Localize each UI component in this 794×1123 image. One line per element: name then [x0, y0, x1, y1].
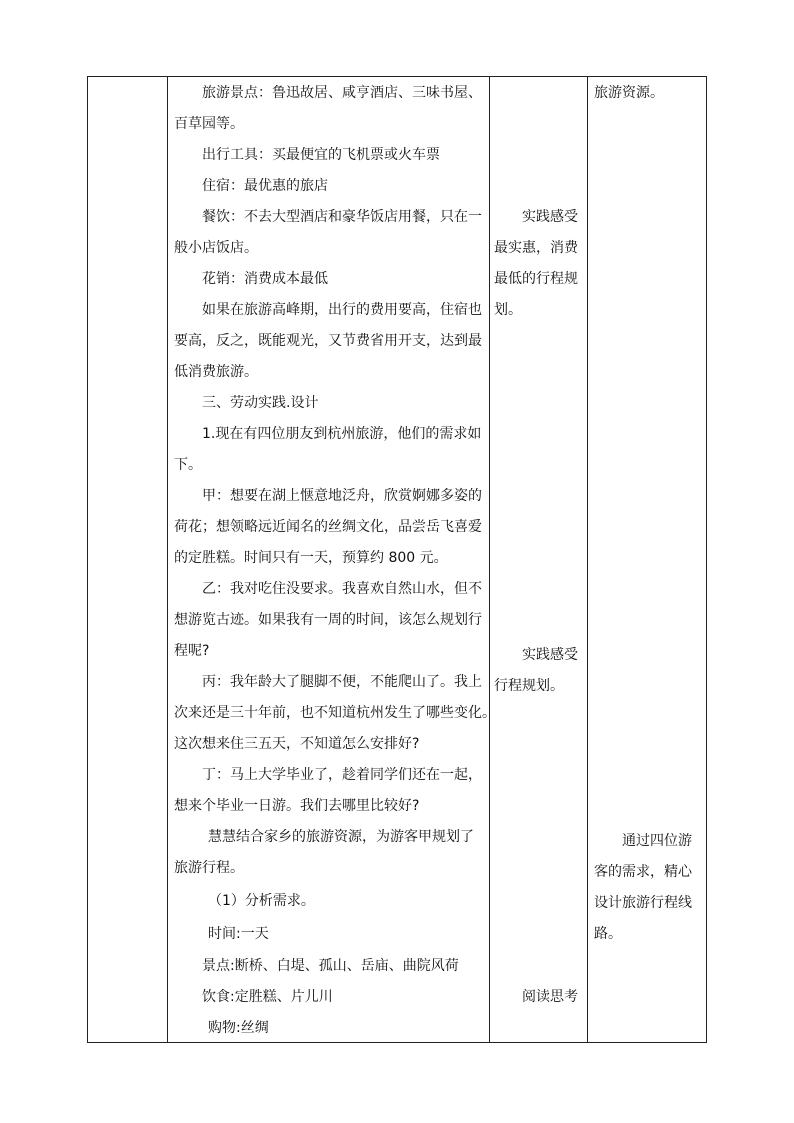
text-line: 想游览古迹。如果我有一周的时间，该怎么规划行	[174, 612, 482, 628]
text-line: 荷花；想领略远近闻名的丝绸文化，品尝岳飞喜爱	[174, 519, 482, 535]
text-line: 程呢?	[174, 643, 210, 659]
text-line: 甲：想要在湖上惬意地泛舟，欣赏婀娜多姿的	[202, 488, 482, 504]
text-line: 三、劳动实践.设计	[202, 395, 319, 411]
text-line: 丙：我年龄大了腿脚不便，不能爬山了。我上	[202, 674, 482, 690]
text-line: 这次想来住三五天，不知道怎么安排好?	[174, 736, 420, 752]
text-line: 般小店饭店。	[174, 240, 258, 256]
text-line: 低消费旅游。	[174, 364, 258, 380]
text-line: 旅游景点：鲁迅故居、咸亨酒店、三味书屋、	[202, 85, 482, 101]
text-line: 下。	[174, 457, 202, 473]
text-line: 划。	[494, 302, 522, 318]
text-line: （1）分析需求。	[208, 893, 315, 909]
text-line: 住宿：最优惠的旅店	[202, 178, 328, 194]
text-line: 通过四位游	[622, 833, 692, 849]
text-line: 次来还是三十年前，也不知道杭州发生了哪些变化。	[174, 705, 496, 721]
text-line: 的定胜糕。时间只有一天，预算约 800 元。	[174, 550, 448, 566]
text-line: 慧慧结合家乡的旅游资源，为游客甲规划了	[208, 829, 474, 845]
text-line: 购物:丝绸	[208, 1020, 269, 1036]
text-line: 花销：消费成本最低	[202, 271, 328, 287]
text-line: 时间:一天	[208, 926, 269, 942]
text-line: 乙：我对吃住没要求。我喜欢自然山水，但不	[202, 581, 482, 597]
text-line: 饮食:定胜糕、片儿川	[202, 989, 333, 1005]
design-intent-cell	[588, 77, 706, 1042]
text-line: 想来个毕业一日游。我们去哪里比较好?	[174, 798, 420, 814]
text-line: 实践感受	[522, 209, 578, 225]
empty-left-cell	[88, 77, 167, 1042]
text-line: 丁：马上大学毕业了，趁着同学们还在一起，	[202, 767, 482, 783]
table-bottom-border	[87, 1042, 706, 1043]
text-line: 旅游行程。	[174, 860, 244, 876]
text-line: 行程规划。	[494, 678, 564, 694]
text-line: 客的需求，精心	[594, 864, 692, 880]
text-line: 实践感受	[522, 647, 578, 663]
text-line: 百草园等。	[174, 116, 244, 132]
text-line: 要高，反之，既能观光，又节费省用开支，达到最	[174, 333, 482, 349]
student-activity-cell	[490, 77, 587, 1042]
text-line: 餐饮：不去大型酒店和豪华饭店用餐，只在一	[202, 209, 482, 225]
text-line: 如果在旅游高峰期，出行的费用要高，住宿也	[202, 302, 482, 318]
text-line: 最低的行程规	[494, 271, 578, 287]
text-line: 最实惠，消费	[494, 240, 578, 256]
text-line: 旅游资源。	[594, 85, 664, 101]
table-right-border	[706, 76, 707, 1043]
lesson-content-cell	[168, 77, 496, 1042]
text-line: 1.现在有四位朋友到杭州旅游，他们的需求如	[202, 426, 482, 442]
text-line: 景点:断桥、白堤、孤山、岳庙、曲院风荷	[202, 958, 459, 974]
text-line: 设计旅游行程线	[594, 895, 692, 911]
text-line: 路。	[594, 926, 622, 942]
text-line: 阅读思考	[522, 989, 578, 1005]
text-line: 出行工具：买最便宜的飞机票或火车票	[202, 147, 440, 163]
